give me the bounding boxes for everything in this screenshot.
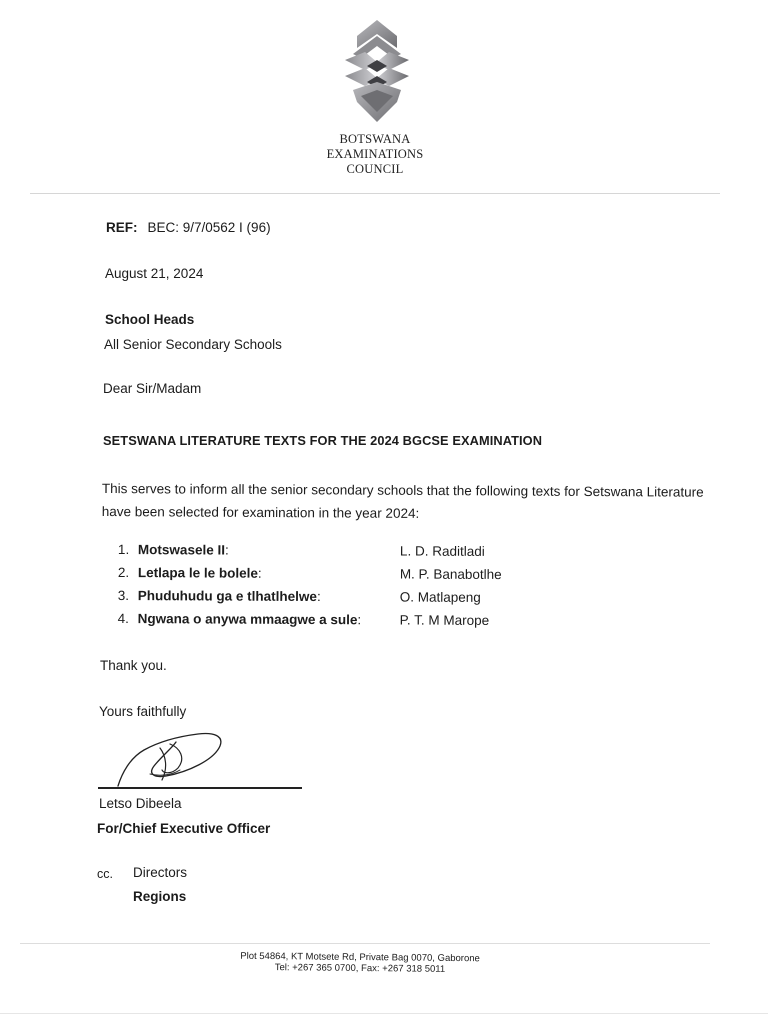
title-colon: : (257, 565, 262, 581)
handwritten-signature (110, 718, 230, 788)
letter-subject: SETSWANA LITERATURE TEXTS FOR THE 2024 BGCSE EXAMINATION (103, 433, 543, 448)
list-item-title (138, 565, 262, 581)
list-item-author: L. D. Raditladi (399, 543, 485, 559)
reference-value: BEC: 9/7/0562 I (96) (147, 220, 271, 235)
recipient-subtitle: All Senior Secondary Schools (104, 337, 282, 352)
org-name-line3: COUNCIL (346, 162, 404, 176)
organization-name (300, 132, 450, 177)
list-item-title (138, 611, 362, 627)
title-colon: : (316, 589, 321, 605)
title-colon: : (224, 542, 229, 558)
body-paragraph: This serves to inform all the senior secondary schools that the following texts for Setswana Literature have been selected for examination in the year 2024: (101, 480, 704, 521)
recipient-title: School Heads (105, 312, 195, 327)
list-item-number: 4. (117, 610, 129, 627)
text-title: Ngwana o anywa mmaagwe a sule (137, 611, 358, 628)
page-edge (0, 1013, 768, 1014)
cc-recipient-regions: Regions (133, 889, 187, 904)
letter-date: August 21, 2024 (105, 266, 204, 281)
signer-name: Letso Dibeela (99, 796, 182, 811)
header-divider (30, 193, 720, 194)
reference-line (106, 219, 271, 236)
footer-address (210, 950, 510, 975)
org-name-line2: EXAMINATIONS (326, 147, 424, 161)
salutation: Dear Sir/Madam (103, 381, 202, 396)
cc-label: cc. (97, 867, 113, 881)
cc-recipient-directors: Directors (133, 865, 188, 880)
footer-divider (20, 943, 710, 944)
list-item-number: 1. (117, 542, 130, 558)
reference-label: REF: (106, 220, 138, 235)
botswana-examinations-council-logo (339, 18, 415, 124)
text-title: Motswasele II (137, 542, 226, 558)
list-item-title (138, 542, 229, 557)
closing-line: Yours faithfully (99, 704, 187, 719)
signature-line (98, 787, 302, 789)
text-title: Letlapa le le bolele (137, 565, 258, 581)
title-colon: : (357, 612, 362, 628)
thanks-line: Thank you. (100, 658, 167, 673)
list-item-author: O. Matlapeng (399, 589, 481, 605)
footer-address-line: Plot 54864, KT Motsete Rd, Private Bag 0070, Gaborone (240, 950, 480, 965)
org-name-line1: BOTSWANA (339, 132, 411, 146)
footer-contact-line: Tel: +267 365 0700, Fax: +267 318 5011 (274, 962, 446, 975)
signer-title: For/Chief Executive Officer (97, 821, 271, 836)
text-title: Phuduhudu ga e tlhatlhelwe (137, 588, 318, 605)
list-item-author: M. P. Banabotlhe (399, 566, 502, 583)
list-item-author: P. T. M Marope (399, 612, 490, 628)
list-item-number: 3. (117, 587, 130, 604)
list-item-number: 2. (117, 564, 130, 581)
list-item-title (138, 588, 321, 604)
